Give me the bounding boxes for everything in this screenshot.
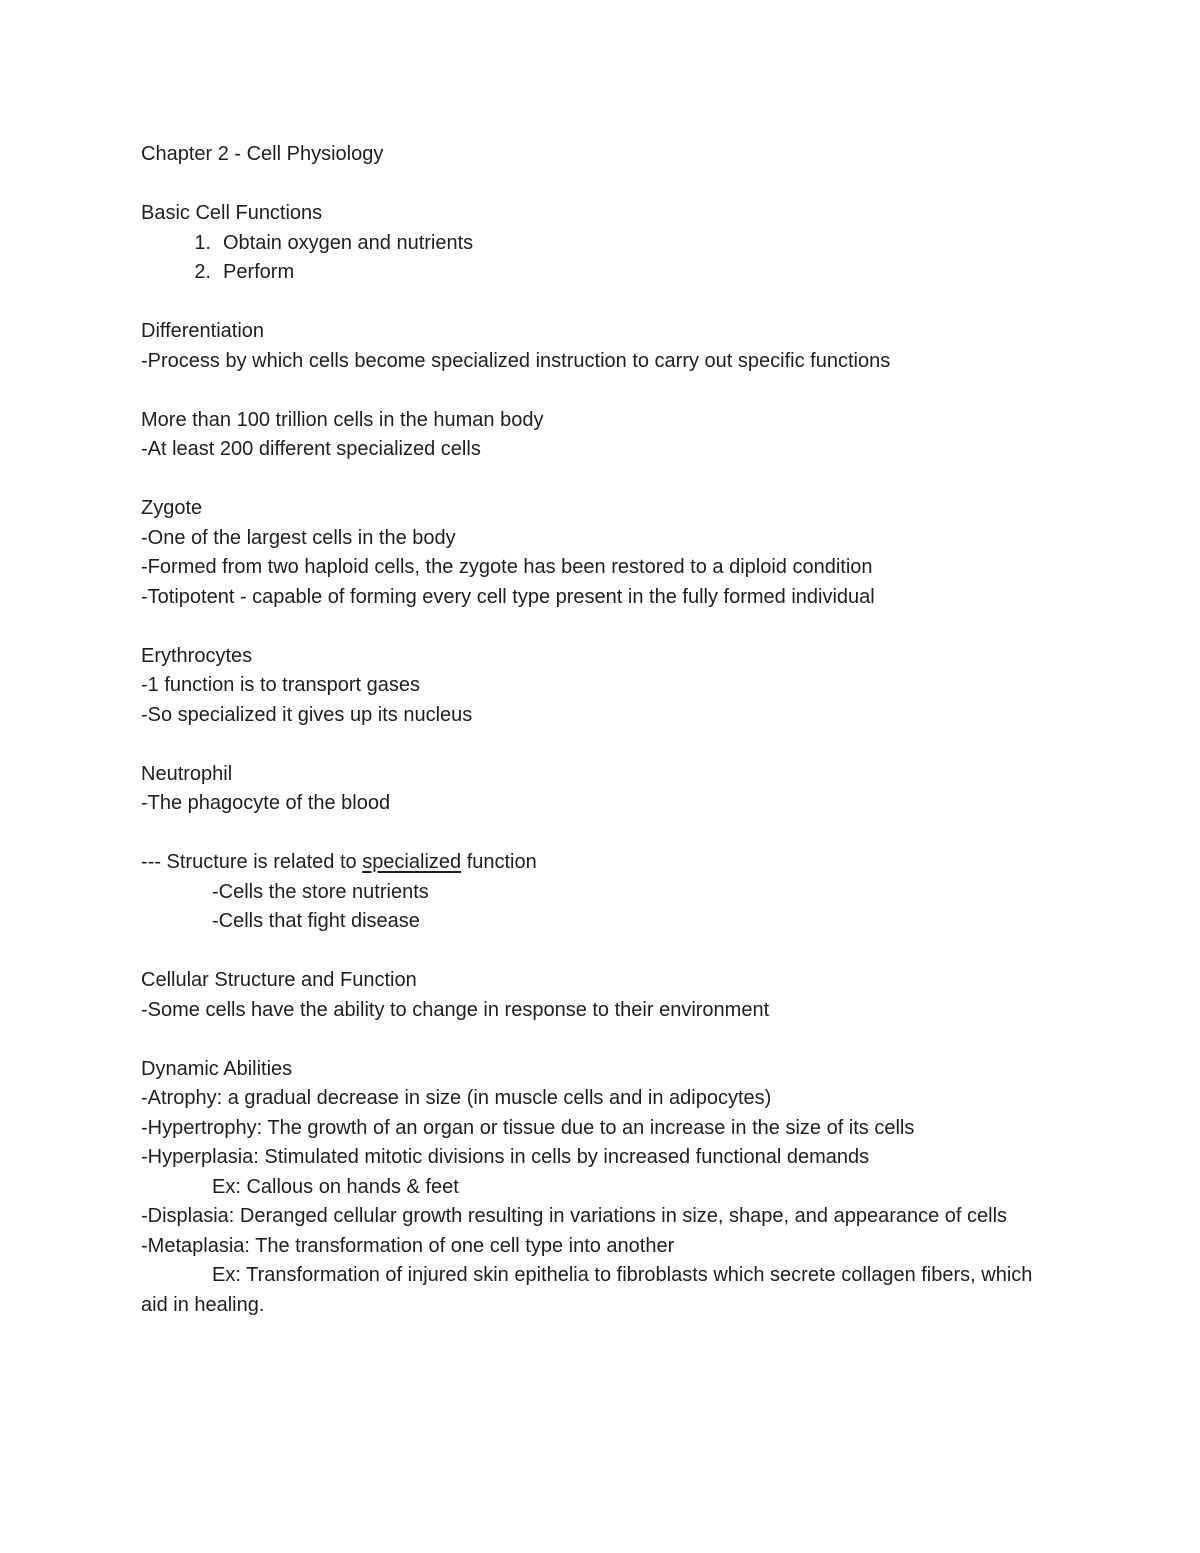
erythrocytes-line: -So specialized it gives up its nucleus [141, 703, 473, 726]
list-text: Perform [223, 261, 295, 283]
basic-functions-heading: Basic Cell Functions [141, 202, 323, 224]
hyperplasia-example: Ex: Callous on hands & feet [212, 1175, 459, 1198]
structure-sub-line: -Cells the store nutrients [212, 880, 429, 903]
list-number: 1. [194, 231, 211, 254]
hyperplasia-line: -Hyperplasia: Stimulated mitotic divisions in cells by increased functional demands [141, 1146, 870, 1168]
differentiation-heading: Differentiation [141, 320, 265, 342]
atrophy-line: -Atrophy: a gradual decrease in size (in muscle cells and in adipocytes) [141, 1087, 772, 1109]
neutrophil-line: -The phagocyte of the blood [141, 792, 391, 814]
list-text: Obtain oxygen and nutrients [223, 231, 474, 254]
spacer [141, 819, 1051, 849]
structure-line [141, 848, 1051, 878]
cellular-heading: Cellular Structure and Function [141, 969, 417, 991]
metaplasia-line: -Metaplasia: The transformation of one cell type into another [141, 1234, 675, 1257]
spacer [141, 1025, 1051, 1055]
metaplasia-example: Ex: Transformation of injured skin epithelia to fibroblasts which secrete collagen fibers, which aid in healing. [141, 1264, 1033, 1316]
dynamic-heading: Dynamic Abilities [141, 1057, 293, 1080]
zygote-line: -One of the largest cells in the body [141, 526, 456, 549]
cell-count-line: -At least 200 different specialized cells [141, 438, 481, 460]
list-item [141, 229, 1051, 259]
displasia-line: -Displasia: Deranged cellular growth resulting in variations in size, shape, and appearance of cells [141, 1205, 1008, 1227]
cellular-line: -Some cells have the ability to change in response to their environment [141, 998, 770, 1021]
erythrocytes-heading: Erythrocytes [141, 644, 253, 667]
list-number: 2. [194, 261, 211, 283]
hypertrophy-line: -Hypertrophy: The growth of an organ or tissue due to an increase in the size of its cells [141, 1116, 915, 1139]
document-page [141, 140, 1051, 1320]
spacer [141, 465, 1051, 495]
neutrophil-heading: Neutrophil [141, 762, 233, 785]
zygote-heading: Zygote [141, 497, 203, 519]
spacer [141, 376, 1051, 406]
spacer [141, 937, 1051, 967]
spacer [141, 170, 1051, 200]
erythrocytes-line: -1 function is to transport gases [141, 674, 421, 696]
structure-sub-line: -Cells that fight disease [212, 910, 420, 932]
structure-suffix: function [461, 851, 537, 873]
zygote-line: -Totipotent - capable of forming every cell type present in the fully formed individual [141, 585, 875, 608]
differentiation-line: -Process by which cells become specialized instruction to carry out specific functions [141, 349, 891, 372]
page-title: Chapter 2 - Cell Physiology [141, 143, 384, 165]
structure-underlined-word: specialized [362, 851, 462, 873]
spacer [141, 612, 1051, 642]
cell-count-heading: More than 100 trillion cells in the human body [141, 408, 544, 431]
zygote-line: -Formed from two haploid cells, the zygote has been restored to a diploid condition [141, 556, 873, 578]
spacer [141, 730, 1051, 760]
spacer [141, 288, 1051, 318]
list-item [141, 258, 1051, 288]
structure-prefix: --- Structure is related to [141, 851, 363, 873]
